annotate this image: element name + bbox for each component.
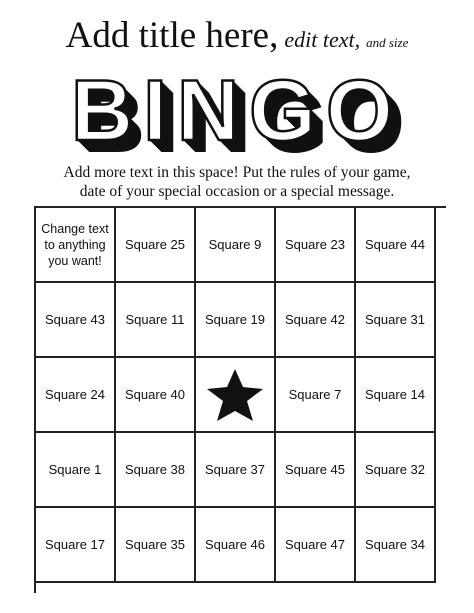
title-main: Add title here, [65,15,279,56]
bingo-cell[interactable]: Square 32 [356,433,436,508]
bingo-cell[interactable]: Square 45 [276,433,356,508]
bingo-cell[interactable]: Change text to anything you want! [36,208,116,283]
bingo-cell[interactable]: Square 46 [196,508,276,583]
bingo-cell[interactable]: Square 17 [36,508,116,583]
subtitle [0,163,474,201]
title-small: and size [366,35,409,50]
bingo-cell[interactable]: Square 9 [196,208,276,283]
bingo-cell[interactable]: Square 34 [356,508,436,583]
bingo-cell[interactable]: Square 24 [36,358,116,433]
bingo-cell[interactable]: Square 25 [116,208,196,283]
bingo-grid [34,206,446,593]
bingo-cell[interactable]: Square 7 [276,358,356,433]
bingo-cell[interactable]: Square 14 [356,358,436,433]
subtitle-line-2: date of your special occasion or a special message. [79,183,395,200]
subtitle-line-1: Add more text in this space! Put the rules of your game, [63,164,411,181]
bingo-cell[interactable]: Square 23 [276,208,356,283]
bingo-cell[interactable]: Square 37 [196,433,276,508]
title-italic: edit text, [284,27,361,52]
bingo-cell[interactable]: Square 47 [276,508,356,583]
bingo-cell[interactable]: Square 35 [116,508,196,583]
bingo-cell[interactable]: Square 42 [276,283,356,358]
bingo-cell[interactable]: Square 1 [36,433,116,508]
free-space-cell[interactable] [196,358,276,433]
bingo-cell[interactable]: Square 38 [116,433,196,508]
bingo-cell[interactable]: Square 19 [196,283,276,358]
bingo-cell[interactable]: Square 11 [116,283,196,358]
bingo-cell[interactable]: Square 44 [356,208,436,283]
bingo-cell[interactable]: Square 40 [116,358,196,433]
bingo-logo [40,66,434,162]
star-icon [203,363,267,427]
bingo-cell[interactable]: Square 31 [356,283,436,358]
bingo-cell[interactable]: Square 43 [36,283,116,358]
page-title [0,14,474,57]
